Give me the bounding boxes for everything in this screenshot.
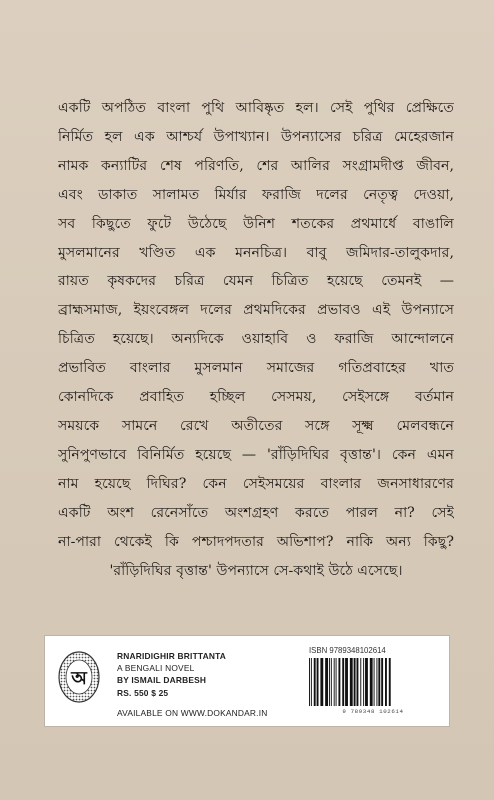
blurb-line: সময়কে সামনে রেখে অতীতের সঙ্গে সূক্ষ্ম মেলবন্ধনে (58, 417, 454, 434)
barcode-bar (325, 658, 328, 706)
blurb-line: প্রভাবিত বাংলার মুসলমান সমাজের গতিপ্রবাহের খাত (58, 360, 454, 377)
book-price: RS. 550 $ 25 (117, 687, 169, 698)
barcode-bar (363, 658, 364, 706)
book-meta (117, 650, 267, 719)
blurb-line: চিত্রিত হয়েছে। অন্যদিকে ওয়াহাবি ও ফরাজি আন্দোলনে (58, 331, 454, 348)
blurb-line: নাম হয়েছে দিঘির? কেন সেইসময়ের বাংলার জনসাধারণের (58, 475, 454, 492)
barcode-bar (329, 658, 330, 706)
blurb-line: রায়ত কৃষকদের চরিত্র যেমন চিত্রিত হয়েছে তেমনই — (58, 273, 454, 290)
book-info-box (44, 635, 450, 727)
isbn-digits: 9 789348 102614 (342, 708, 404, 715)
barcode-bar (370, 658, 373, 706)
barcode-bar (334, 658, 335, 706)
barcode-bar (342, 658, 344, 706)
blurb-line: ব্রাহ্মসমাজ, ইয়ংবেঙ্গল দলের প্রথমদিকের প্রভাবও এই উপন্যাসে (58, 302, 454, 319)
barcode-bar (314, 658, 316, 706)
barcode-bar (357, 658, 359, 706)
blurb-text (58, 94, 454, 585)
barcode-bar (320, 658, 323, 706)
blurb-line: একটি অপঠিত বাংলা পুথি আবিষ্কৃত হল। সেই পুথির প্রেক্ষিতে (58, 100, 454, 116)
blurb-line: মুসলমানের খণ্ডিত এক মননচিত্র। বাবু জমিদার-তালুকদার, (58, 244, 454, 261)
barcode-bar (317, 658, 319, 706)
book-genre: A BENGALI NOVEL (117, 663, 195, 674)
barcode-bar (389, 658, 391, 706)
isbn-label: ISBN 9789348102614 (309, 646, 386, 655)
blurb-line: সব কিছুতে ফুটে উঠেছে উনিশ শতকের প্রথমার্ধে বাঙালি (58, 215, 454, 232)
barcode-bar (331, 658, 332, 706)
barcode-bar (381, 658, 383, 706)
book-author: BY ISMAIL DARBESH (117, 675, 207, 686)
barcode-bar (378, 658, 380, 706)
blurb-line: নামক কন্যাটির শেষ পরিণতি, শের আলির সংগ্রামদীপ্ত জীবন, (58, 157, 454, 174)
blurb-line: সুনিপুণভাবে বিনির্মিত হয়েছে — 'রাঁড়িদিঘির বৃত্তান্ত'। কেন এমন (58, 446, 454, 463)
barcode-bar (350, 658, 353, 706)
barcode-bar (354, 658, 356, 706)
barcode-bar (374, 658, 375, 706)
barcode-bar (338, 658, 340, 706)
blurb-line: এবং ডাকাত সালামত মির্যার ফরাজি দলের নেতৃত্ব দেওয়া, (58, 186, 454, 203)
barcode-bar (345, 658, 348, 706)
barcode-bar (376, 658, 377, 706)
isbn-barcode (307, 658, 439, 706)
blurb-line: নির্মিত হল এক আশ্চর্য উপাখ্যান। উপন্যাসের চরিত্র মেহেরজান (58, 128, 454, 145)
book-title-en: RNARIDIGHIR BRITTANTA (117, 651, 227, 661)
barcode-bar (365, 658, 368, 706)
publisher-seal-icon (57, 650, 101, 704)
barcode-bar (360, 658, 361, 706)
publisher-seal-glyph: অ (71, 668, 87, 689)
website-link[interactable]: AVAILABLE ON WWW.DOKANDAR.IN (117, 707, 268, 718)
barcode-bar (309, 658, 310, 706)
barcode-bar (385, 658, 387, 706)
barcode-bar (336, 658, 337, 706)
barcode-bar (311, 658, 312, 706)
blurb-line: 'রাঁড়িদিঘির বৃত্তান্ত' উপন্যাসে সে-কথাই উঠে এসেছে। (109, 562, 403, 579)
blurb-line: কোনদিকে প্রবাহিত হচ্ছিল সেসময়, সেইসঙ্গে বর্তমান (58, 389, 454, 406)
blurb-line: না-পারা থেকেই কি পশ্চাদপদতার অভিশাপ? নাকি অন্য কিছু? (58, 533, 454, 550)
blurb-line: একটি অংশ রেনেসাঁতে অংশগ্রহণ করতে পারল না? সেই (58, 504, 454, 521)
